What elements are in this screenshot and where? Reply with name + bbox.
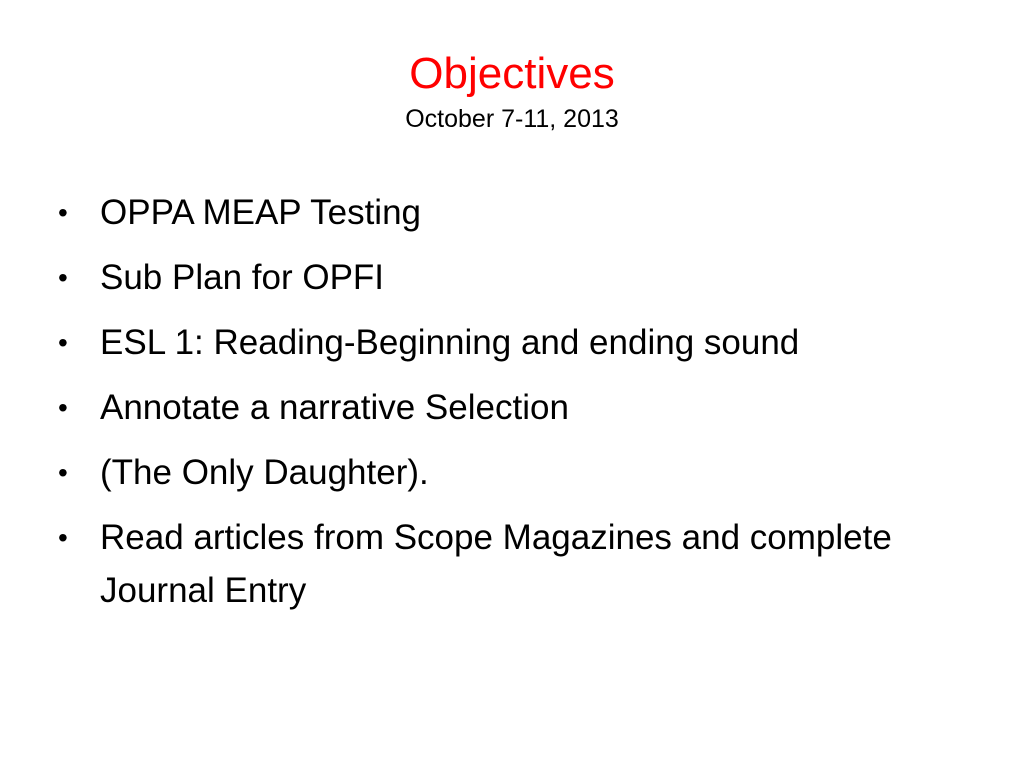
bullet-icon: • [58, 392, 68, 423]
slide-subtitle: October 7-11, 2013 [405, 105, 619, 133]
bullet-text: ESL 1: Reading-Beginning and ending sound [100, 323, 800, 362]
bullet-list [58, 186, 958, 629]
list-item [58, 446, 958, 499]
bullet-icon: • [58, 522, 68, 553]
bullet-icon: • [58, 457, 68, 488]
list-item [58, 381, 958, 434]
list-item [58, 186, 958, 239]
bullet-icon: • [58, 262, 68, 293]
list-item [58, 511, 958, 617]
bullet-icon: • [58, 197, 68, 228]
bullet-text: (The Only Daughter). [100, 453, 429, 492]
title-block [0, 46, 1024, 136]
slide-title: Objectives [409, 49, 615, 98]
bullet-icon: • [58, 327, 68, 358]
list-item [58, 251, 958, 304]
bullet-text: OPPA MEAP Testing [100, 193, 421, 232]
bullet-text: Annotate a narrative Selection [100, 388, 569, 427]
bullet-text: Read articles from Scope Magazines and complete Journal Entry [100, 518, 892, 610]
list-item [58, 316, 958, 369]
bullet-text: Sub Plan for OPFI [100, 258, 385, 297]
